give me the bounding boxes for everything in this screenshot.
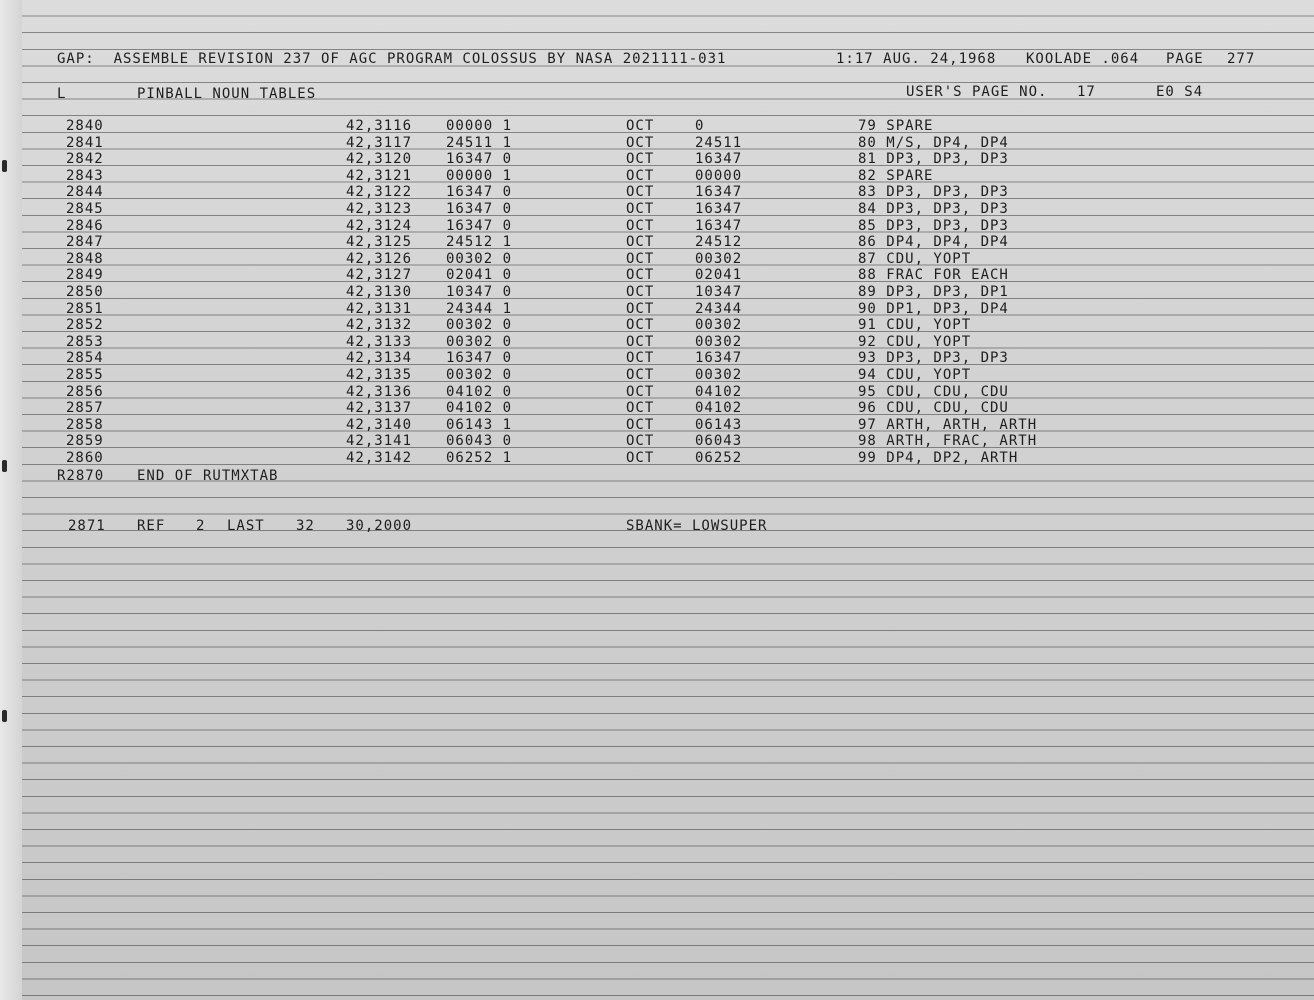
row-octal-word: 16347 0 (446, 217, 513, 234)
row-line-number: 2843 (66, 167, 104, 184)
row-line-number: 2844 (66, 184, 104, 201)
row-line-number: 2852 (66, 317, 104, 334)
row-address: 42,3133 (346, 333, 413, 350)
end-line-number: R2870 (57, 468, 105, 484)
row-comment: 85 DP3, DP3, DP3 (858, 217, 1009, 234)
row-operand: 16347 (695, 184, 743, 201)
listing-koolade: KOOLADE .064 (1026, 51, 1140, 67)
row-opcode: OCT (626, 184, 655, 201)
row-comment: 87 CDU, YOPT (858, 250, 972, 267)
row-comment: 98 ARTH, FRAC, ARTH (858, 433, 1038, 450)
row-address: 42,3135 (346, 367, 413, 383)
row-line-number: 2856 (66, 383, 104, 400)
row-octal-word: 06043 0 (446, 433, 513, 450)
row-octal-word: 00302 0 (446, 250, 513, 267)
row-line-number: 2848 (66, 250, 104, 267)
row-comment: 83 DP3, DP3, DP3 (858, 184, 1009, 201)
users-page-number: 17 (1077, 84, 1096, 100)
table-row (0, 433, 1314, 449)
row-operand: 16347 (695, 217, 743, 234)
row-operand: 00000 (695, 167, 743, 184)
row-opcode: OCT (626, 383, 655, 400)
row-octal-word: 06252 1 (446, 450, 513, 466)
row-comment: 94 CDU, YOPT (858, 367, 972, 383)
footer-address: 30,2000 (346, 518, 413, 534)
row-opcode: OCT (626, 350, 655, 367)
row-comment: 89 DP3, DP3, DP1 (858, 284, 1009, 300)
row-opcode: OCT (626, 367, 655, 383)
row-operand: 04102 (695, 383, 743, 400)
row-operand: 24344 (695, 300, 743, 317)
row-octal-word: 10347 0 (446, 284, 513, 300)
row-comment: 80 M/S, DP4, DP4 (858, 134, 1009, 151)
row-octal-word: 24511 1 (446, 134, 513, 151)
row-opcode: OCT (626, 300, 655, 317)
row-line-number: 2854 (66, 350, 104, 367)
row-address: 42,3142 (346, 450, 413, 466)
row-line-number: 2850 (66, 284, 104, 300)
row-opcode: OCT (626, 217, 655, 234)
footer-line-number: 2871 (68, 518, 106, 534)
row-opcode: OCT (626, 167, 655, 184)
row-comment: 86 DP4, DP4, DP4 (858, 234, 1009, 251)
row-opcode: OCT (626, 416, 655, 433)
row-octal-word: 00000 1 (446, 167, 513, 184)
section-title: PINBALL NOUN TABLES (137, 86, 317, 102)
row-octal-word: 16347 0 (446, 184, 513, 201)
row-opcode: OCT (626, 134, 655, 151)
page-number: 277 (1227, 51, 1256, 67)
table-row (0, 135, 1314, 151)
row-octal-word: 00000 1 (446, 118, 513, 134)
row-address: 42,3132 (346, 317, 413, 334)
row-comment: 90 DP1, DP3, DP4 (858, 300, 1009, 317)
row-line-number: 2847 (66, 234, 104, 251)
row-opcode: OCT (626, 433, 655, 450)
table-row (0, 234, 1314, 250)
row-address: 42,3127 (346, 267, 413, 284)
tractor-hole (2, 710, 7, 722)
row-octal-word: 16347 0 (446, 350, 513, 367)
row-address: 42,3131 (346, 300, 413, 317)
row-opcode: OCT (626, 250, 655, 267)
table-row (0, 118, 1314, 134)
row-octal-word: 04102 0 (446, 383, 513, 400)
row-address: 42,3122 (346, 184, 413, 201)
users-page-label: USER'S PAGE NO. (906, 84, 1048, 100)
row-address: 42,3121 (346, 167, 413, 184)
row-octal-word: 04102 0 (446, 400, 513, 417)
row-operand: 00302 (695, 333, 743, 350)
row-octal-word: 16347 0 (446, 151, 513, 168)
listing-type: L (57, 86, 67, 102)
row-opcode: OCT (626, 450, 655, 466)
row-opcode: OCT (626, 284, 655, 300)
row-comment: 99 DP4, DP2, ARTH (858, 450, 1019, 466)
row-opcode: OCT (626, 118, 655, 134)
row-address: 42,3137 (346, 400, 413, 417)
row-line-number: 2842 (66, 151, 104, 168)
row-comment: 82 SPARE (858, 167, 934, 184)
table-row (0, 400, 1314, 416)
row-octal-word: 24344 1 (446, 300, 513, 317)
footer-last-label: LAST (227, 518, 265, 534)
row-operand: 24511 (695, 134, 743, 151)
row-line-number: 2846 (66, 217, 104, 234)
row-operand: 06143 (695, 416, 743, 433)
row-line-number: 2845 (66, 201, 104, 217)
row-line-number: 2855 (66, 367, 104, 383)
row-comment: 96 CDU, CDU, CDU (858, 400, 1009, 417)
row-address: 42,3141 (346, 433, 413, 450)
row-operand: 02041 (695, 267, 743, 284)
row-address: 42,3140 (346, 416, 413, 433)
row-opcode: OCT (626, 201, 655, 217)
listing-datetime: 1:17 AUG. 24,1968 (836, 51, 997, 67)
table-row (0, 350, 1314, 366)
row-octal-word: 00302 0 (446, 333, 513, 350)
row-operand: 06252 (695, 450, 743, 466)
row-address: 42,3136 (346, 383, 413, 400)
row-line-number: 2853 (66, 333, 104, 350)
row-opcode: OCT (626, 151, 655, 168)
row-line-number: 2840 (66, 118, 104, 134)
row-comment: 92 CDU, YOPT (858, 333, 972, 350)
row-comment: 81 DP3, DP3, DP3 (858, 151, 1009, 168)
row-line-number: 2849 (66, 267, 104, 284)
row-address: 42,3120 (346, 151, 413, 168)
row-comment: 95 CDU, CDU, CDU (858, 383, 1009, 400)
row-line-number: 2857 (66, 400, 104, 417)
end-line-text: END OF RUTMXTAB (137, 468, 279, 484)
table-row (0, 334, 1314, 350)
page-label: PAGE (1166, 51, 1204, 67)
row-opcode: OCT (626, 267, 655, 284)
row-octal-word: 06143 1 (446, 416, 513, 433)
row-line-number: 2858 (66, 416, 104, 433)
table-row (0, 251, 1314, 267)
row-octal-word: 00302 0 (446, 367, 513, 383)
row-comment: 93 DP3, DP3, DP3 (858, 350, 1009, 367)
row-comment: 97 ARTH, ARTH, ARTH (858, 416, 1038, 433)
row-comment: 84 DP3, DP3, DP3 (858, 201, 1009, 217)
table-row (0, 417, 1314, 433)
row-comment: 91 CDU, YOPT (858, 317, 972, 334)
row-address: 42,3116 (346, 118, 413, 134)
row-address: 42,3130 (346, 284, 413, 300)
row-operand: 00302 (695, 367, 743, 383)
row-line-number: 2841 (66, 134, 104, 151)
table-row (0, 151, 1314, 167)
listing-title: GAP: ASSEMBLE REVISION 237 OF AGC PROGRAM COLOSSUS BY NASA 2021111-031 (57, 51, 727, 67)
row-line-number: 2851 (66, 300, 104, 317)
table-row (0, 218, 1314, 234)
table-row (0, 201, 1314, 217)
row-operand: 04102 (695, 400, 743, 417)
row-opcode: OCT (626, 333, 655, 350)
listing-code: E0 S4 (1156, 84, 1204, 100)
footer-last-value: 32 (296, 518, 315, 534)
table-row (0, 450, 1314, 466)
table-row (0, 267, 1314, 283)
row-octal-word: 16347 0 (446, 201, 513, 217)
row-operand: 16347 (695, 350, 743, 367)
row-address: 42,3123 (346, 201, 413, 217)
row-operand: 16347 (695, 151, 743, 168)
table-row (0, 317, 1314, 333)
row-address: 42,3125 (346, 234, 413, 251)
row-opcode: OCT (626, 317, 655, 334)
row-comment: 79 SPARE (858, 118, 934, 134)
table-row (0, 184, 1314, 200)
row-operand: 00302 (695, 250, 743, 267)
row-address: 42,3134 (346, 350, 413, 367)
row-line-number: 2860 (66, 450, 104, 466)
row-octal-word: 00302 0 (446, 317, 513, 334)
table-row (0, 384, 1314, 400)
row-operand: 24512 (695, 234, 743, 251)
row-opcode: OCT (626, 234, 655, 251)
row-octal-word: 24512 1 (446, 234, 513, 251)
row-address: 42,3126 (346, 250, 413, 267)
row-comment: 88 FRAC FOR EACH (858, 267, 1009, 284)
row-operand: 10347 (695, 284, 743, 300)
row-operand: 0 (695, 118, 705, 134)
row-octal-word: 02041 0 (446, 267, 513, 284)
row-opcode: OCT (626, 400, 655, 417)
table-row (0, 301, 1314, 317)
row-address: 42,3117 (346, 134, 413, 151)
footer-sbank: SBANK= LOWSUPER (626, 518, 768, 534)
row-address: 42,3124 (346, 217, 413, 234)
row-operand: 16347 (695, 201, 743, 217)
footer-ref-count: 2 (196, 518, 206, 534)
row-line-number: 2859 (66, 433, 104, 450)
row-operand: 00302 (695, 317, 743, 334)
footer-ref-label: REF (137, 518, 166, 534)
row-operand: 06043 (695, 433, 743, 450)
table-row (0, 284, 1314, 300)
table-row (0, 168, 1314, 184)
table-row (0, 367, 1314, 383)
